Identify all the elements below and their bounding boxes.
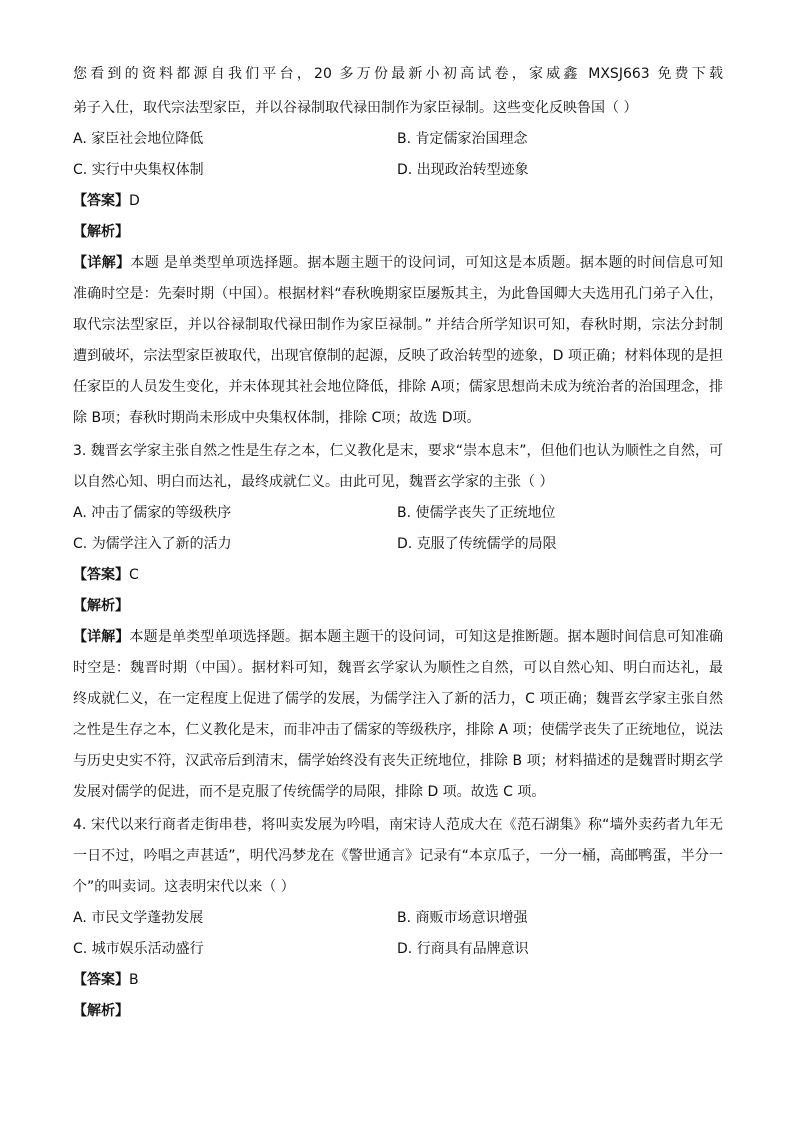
q3-option-c: C. 为儒学注入了新的活力: [73, 536, 232, 552]
q2-option-c: C. 实行中央集权体制: [73, 162, 204, 178]
q4-stem-line-1: 4. 宋代以来行商者走街串巷，将叫卖发展为吟唱，南宋诗人范成大在《范石湖集》称“墙外卖药者九年无: [73, 817, 723, 833]
header-promo-line: 您看到的资料都源自我们平台，20 多万份最新小初高试卷，家威鑫 MXSJ663 免费下载: [73, 66, 723, 82]
q2-option-a: A. 家臣社会地位降低: [73, 131, 204, 147]
q4-stem-line-2: 一日不过，吟唱之声甚适”，明代冯梦龙在《警世通言》记录有“本京瓜子，一分一桶，高邮鸭蛋，半分一: [73, 848, 723, 864]
q2-stem-tail: 弟子入仕，取代宗法型家臣，并以谷禄制取代禄田制作为家臣禄制。这些变化反映鲁国（ ）: [73, 100, 638, 116]
q3-detail-line-1: 【详解】本题是单类型单项选择题。据本题主题干的设问词，可知这是推断题。据本题时间信息可知准确: [73, 629, 724, 645]
q2-detail-line-6: 除 B项；春秋时期尚未形成中央集权体制，排除 C项；故选 D项。: [73, 410, 481, 426]
q2-detail-line-2: 准确时空是：先秦时期（中国）。根据材料“春秋晚期家臣屡叛其主，为此鲁国卿大夫选用孔门弟子入仕，: [73, 286, 723, 302]
q2-detail-line-4: 遭到破坏，宗法型家臣被取代，出现官僚制的起源，反映了政治转型的迹象，D 项正确；材料体现的是担: [73, 348, 723, 364]
q3-stem-line-1: 3. 魏晋玄学家主张自然之性是生存之本，仁义教化是末，要求“崇本息末”，但他们也认为顺性之自然，可: [73, 443, 723, 459]
q2-detail-line-1: 【详解】本题 是单类型单项选择题。据本题主题干的设问词，可知这是本质题。据本题的时间信息可知: [73, 255, 724, 271]
q2-detail-line-3: 取代宗法型家臣，并以谷禄制取代禄田制作为家臣禄制。” 并结合所学知识可知，春秋时期，宗法分封制: [73, 317, 723, 333]
q3-detail-line-5: 与历史史实不符，汉武帝后到清末，儒学始终没有丧失正统地位，排除 B 项；材料描述的是魏晋时期玄学: [73, 753, 723, 769]
q2-detail-line-5: 任家臣的人员发生变化，并未体现其社会地位降低，排除 A项；儒家思想尚未成为统治者的治国理念，排: [73, 379, 723, 395]
q2-analysis-heading: 【解析】: [73, 224, 129, 240]
q3-option-b: B. 使儒学丧失了正统地位: [397, 505, 556, 521]
q4-option-b: B. 商贩市场意识增强: [397, 910, 528, 926]
q4-answer: 【答案】B: [73, 972, 139, 988]
q3-detail-line-3: 终成就仁义，在一定程度上促进了儒学的发展，为儒学注入了新的活力，C 项正确；魏晋玄学家主张自然: [73, 691, 723, 707]
q3-answer: 【答案】C: [73, 567, 139, 583]
q4-option-c: C. 城市娱乐活动盛行: [73, 941, 204, 957]
q3-option-d: D. 克服了传统儒学的局限: [397, 536, 557, 552]
q3-detail-line-4: 之性是生存之本，仁义教化是末，而非冲击了儒家的等级秩序，排除 A 项；使儒学丧失了正统地位，说法: [73, 722, 723, 738]
q2-answer: 【答案】D: [73, 193, 140, 209]
q4-analysis-heading: 【解析】: [73, 1003, 129, 1019]
q3-analysis-heading: 【解析】: [73, 598, 129, 614]
q3-option-a: A. 冲击了儒家的等级秩序: [73, 505, 232, 521]
q3-stem-line-2: 以自然心知、明白而达礼，最终成就仁义。由此可见，魏晋玄学家的主张（ ）: [73, 474, 554, 490]
q4-option-a: A. 市民文学蓬勃发展: [73, 910, 204, 926]
q2-option-d: D. 出现政治转型迹象: [397, 162, 529, 178]
q2-option-b: B. 肯定儒家治国理念: [397, 131, 528, 147]
q3-detail-line-2: 时空是：魏晋时期（中国）。据材料可知，魏晋玄学家认为顺性之自然，可以自然心知、明白而达礼，最: [73, 660, 723, 676]
q4-option-d: D. 行商具有品牌意识: [397, 941, 529, 957]
q3-detail-line-6: 发展对儒学的促进，而不是克服了传统儒学的局限，排除 D 项。故选 C 项。: [73, 784, 546, 800]
q4-stem-line-3: 个”的叫卖词。这表明宋代以来（ ）: [73, 879, 295, 895]
